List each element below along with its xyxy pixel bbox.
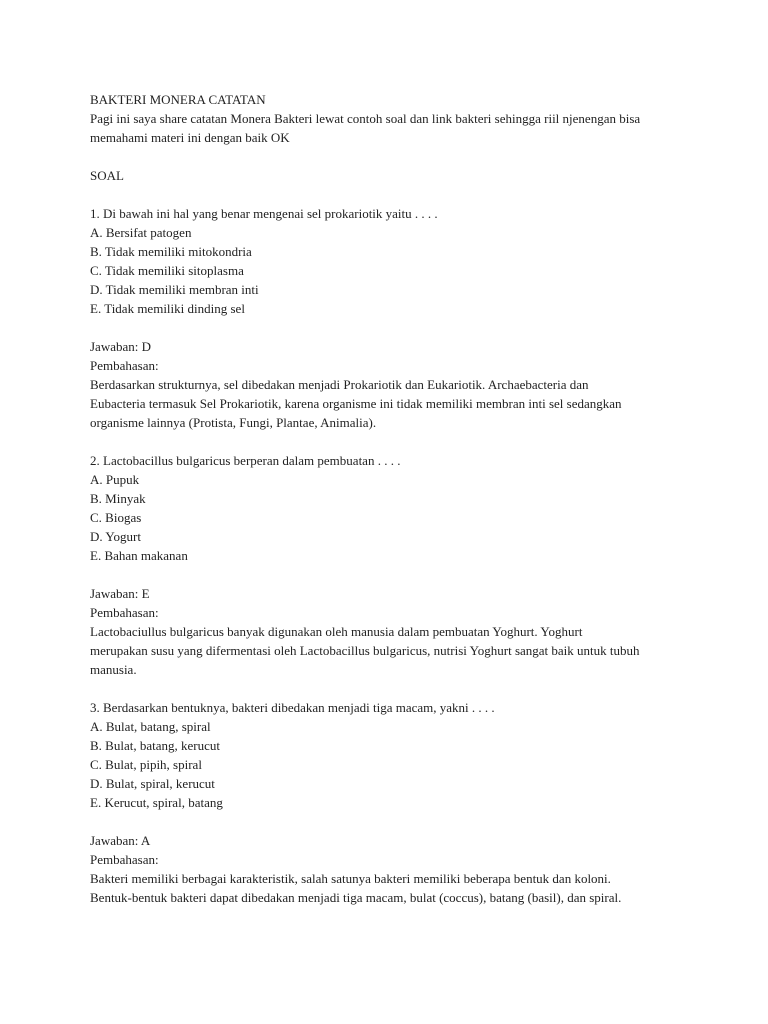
answer-text: Jawaban: D <box>90 339 152 354</box>
question-text: 3. Berdasarkan bentuknya, bakteri dibedakan menjadi tiga macam, yakni . . . . <box>90 700 495 715</box>
question-block-2 <box>90 451 690 679</box>
option-e: E. Kerucut, spiral, batang <box>90 795 223 810</box>
answer-text: Jawaban: A <box>90 833 151 848</box>
section-label: SOAL <box>90 168 124 183</box>
document-title: BAKTERI MONERA CATATAN <box>90 92 266 107</box>
option-e: E. Bahan makanan <box>90 548 188 563</box>
option-c: C. Biogas <box>90 510 142 525</box>
option-b: B. Tidak memiliki mitokondria <box>90 244 252 259</box>
question-block-1 <box>90 204 690 432</box>
spacer <box>90 812 690 831</box>
option-a: A. Pupuk <box>90 472 140 487</box>
question-text: 2. Lactobacillus bulgaricus berperan dalam pembuatan . . . . <box>90 453 401 468</box>
question-block-3 <box>90 698 690 907</box>
explanation-line: Berdasarkan strukturnya, sel dibedakan menjadi Prokariotik dan Eukariotik. Archaebacteria dan <box>90 377 589 392</box>
document-page <box>90 90 690 907</box>
option-d: D. Yogurt <box>90 529 141 544</box>
explanation-line: manusia. <box>90 662 137 677</box>
answer-text: Jawaban: E <box>90 586 150 601</box>
explanation-line: Lactobaciullus bulgaricus banyak digunakan oleh manusia dalam pembuatan Yoghurt. Yoghurt <box>90 624 583 639</box>
option-b: B. Bulat, batang, kerucut <box>90 738 220 753</box>
spacer <box>90 185 690 204</box>
spacer <box>90 565 690 584</box>
explanation-line: Eubacteria termasuk Sel Prokariotik, karena organisme ini tidak memiliki membran inti sel sedangkan <box>90 396 622 411</box>
spacer <box>90 432 690 451</box>
explanation-label: Pembahasan: <box>90 358 159 373</box>
option-a: A. Bersifat patogen <box>90 225 192 240</box>
explanation-label: Pembahasan: <box>90 852 159 867</box>
explanation-line: Bentuk-bentuk bakteri dapat dibedakan menjadi tiga macam, bulat (coccus), batang (basil), dan spiral. <box>90 890 622 905</box>
intro-line: Pagi ini saya share catatan Monera Bakteri lewat contoh soal dan link bakteri sehingga riil njenengan bisa <box>90 111 641 126</box>
spacer <box>90 679 690 698</box>
explanation-line: merupakan susu yang difermentasi oleh Lactobacillus bulgaricus, nutrisi Yoghurt sangat baik untuk tubuh <box>90 643 640 658</box>
explanation-label: Pembahasan: <box>90 605 159 620</box>
intro-line: memahami materi ini dengan baik OK <box>90 130 290 145</box>
spacer <box>90 318 690 337</box>
spacer <box>90 147 690 166</box>
option-c: C. Bulat, pipih, spiral <box>90 757 202 772</box>
explanation-line: organisme lainnya (Protista, Fungi, Plantae, Animalia). <box>90 415 377 430</box>
option-d: D. Tidak memiliki membran inti <box>90 282 259 297</box>
option-b: B. Minyak <box>90 491 146 506</box>
option-e: E. Tidak memiliki dinding sel <box>90 301 245 316</box>
explanation-line: Bakteri memiliki berbagai karakteristik, salah satunya bakteri memiliki beberapa bentuk dan koloni. <box>90 871 611 886</box>
option-d: D. Bulat, spiral, kerucut <box>90 776 215 791</box>
option-c: C. Tidak memiliki sitoplasma <box>90 263 244 278</box>
question-text: 1. Di bawah ini hal yang benar mengenai sel prokariotik yaitu . . . . <box>90 206 438 221</box>
option-a: A. Bulat, batang, spiral <box>90 719 211 734</box>
